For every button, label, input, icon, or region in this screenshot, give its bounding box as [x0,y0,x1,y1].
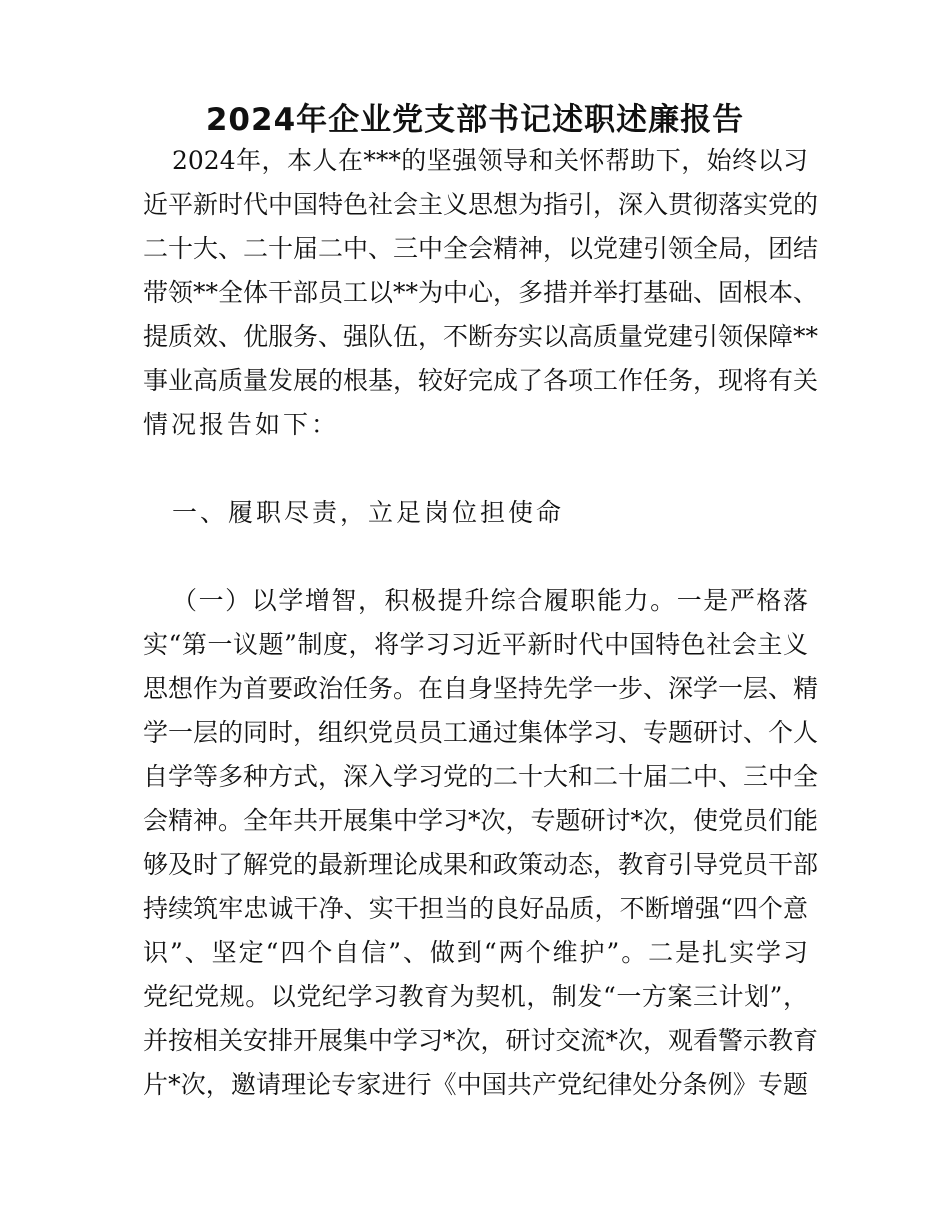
paragraph-line: 会精神。全年共开展集中学习*次，专题研讨*次，使党员们能 [143,806,819,835]
paragraph-line: 识”、坚定“四个自信”、做到“两个维护”。二是扎实学习 [143,938,808,967]
paragraph-line: 情况报告如下： [143,410,340,439]
paragraph-line: 实“第一议题”制度，将学习习近平新时代中国特色社会主义 [143,630,808,659]
paragraph-line: 自学等多种方式，深入学习党的二十大和二十届二中、三中全 [143,762,819,791]
paragraph-line: 事业高质量发展的根基，较好完成了各项工作任务，现将有关 [143,366,819,395]
paragraph-line: 带领**全体干部员工以**为中心，多措并举打基础、固根本、 [143,278,819,307]
paragraph-line: 二十大、二十届二中、三中全会精神，以党建引领全局，团结 [143,234,819,263]
paragraph-line: 学一层的同时，组织党员员工通过集体学习、专题研讨、个人 [143,718,819,747]
paragraph-line: 并按相关安排开展集中学习*次，研讨交流*次，观看警示教育 [143,1026,819,1055]
paragraph-line: 够及时了解党的最新理论成果和政策动态，教育引导党员干部 [143,850,819,879]
paragraph-line: 片*次，邀请理论专家进行《中国共产党纪律处分条例》专题 [143,1070,808,1099]
document-title: 2024年企业党支部书记述职述廉报告 [205,102,745,138]
paragraph-line: 思想作为首要政治任务。在自身坚持先学一步、深学一层、精 [143,674,819,703]
section-heading: 一、履职尽责，立足岗位担使命 [172,498,565,527]
paragraph-line: 近平新时代中国特色社会主义思想为指引，深入贯彻落实党的 [143,190,819,219]
paragraph-line: 2024年，本人在***的坚强领导和关怀帮助下，始终以习 [172,146,808,175]
paragraph-line: （一）以学增智，积极提升综合履职能力。一是严格落 [172,586,808,615]
paragraph-line: 提质效、优服务、强队伍，不断夯实以高质量党建引领保障** [143,322,819,351]
paragraph-line: 持续筑牢忠诚干净、实干担当的良好品质，不断增强“四个意 [143,894,808,923]
paragraph-line: 党纪党规。以党纪学习教育为契机，制发“一方案三计划”， [143,982,808,1011]
